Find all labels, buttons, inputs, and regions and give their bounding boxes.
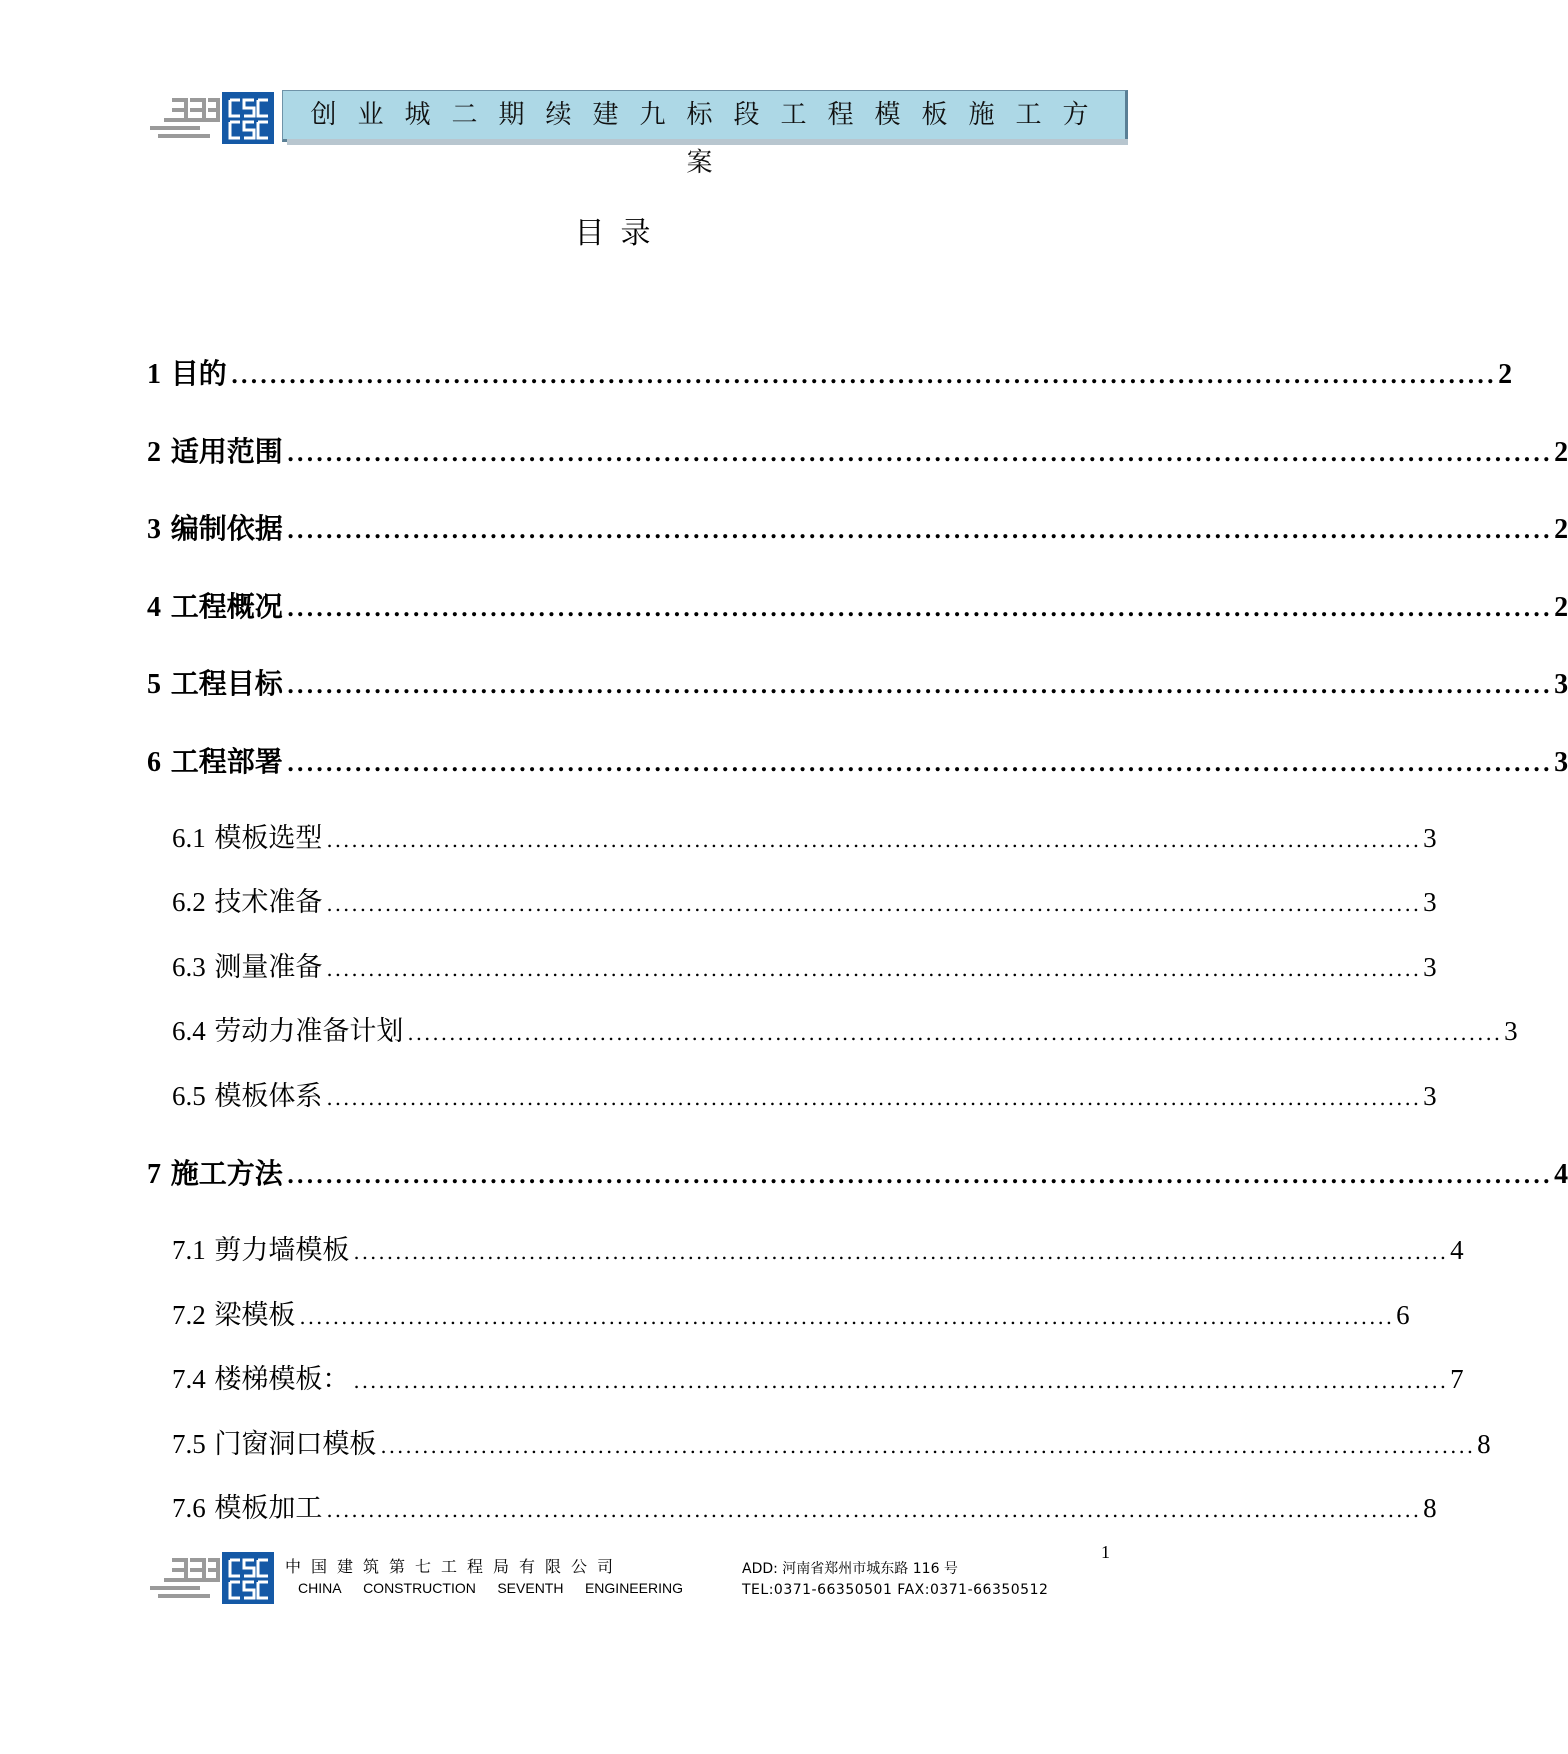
toc-page-number: 2: [1554, 437, 1568, 468]
company-tel-fax: TEL:0371-66350501 FAX:0371-66350512: [742, 1582, 1049, 1598]
toc-leader: ...................................................................................................................................: [326, 892, 1422, 916]
page-number: 1: [1101, 1542, 1110, 1562]
toc-entry-6-2[interactable]: 6.2 技术准备 ................................................................................................................................... 3: [172, 887, 1437, 918]
toc-page-number: 2: [1554, 514, 1568, 545]
toc-page-number: 4: [1554, 1159, 1568, 1190]
toc-page-number: 2: [1554, 592, 1568, 623]
toc-leader: ...................................................................................................................................: [353, 1240, 1449, 1264]
toc-page-number: 3: [1423, 1081, 1437, 1111]
toc-page-number: 3: [1423, 952, 1437, 982]
toc-leader: ...................................................................................................................................: [286, 751, 1553, 777]
toc-title: 目录: [574, 216, 667, 251]
toc-entry-6[interactable]: 6 工程部署 ................................................................................................................................... 3: [147, 745, 1568, 778]
toc-entry-6-3[interactable]: 6.3 测量准备 ................................................................................................................................... 3: [172, 952, 1437, 983]
company-name-en: CHINA CONSTRUCTION SEVENTH ENGINEERING: [298, 1580, 683, 1596]
toc-page-number: 6: [1396, 1300, 1410, 1330]
cscec-logo-icon: [150, 1552, 276, 1606]
toc-entry-3[interactable]: 3 编制依据 ................................................................................................................................... 2: [147, 512, 1568, 545]
toc-leader: ...................................................................................................................................: [380, 1434, 1476, 1458]
company-address: ADD: 河南省郑州市城东路 116 号: [742, 1561, 958, 1577]
toc-entry-7-6[interactable]: 7.6 模板加工 ................................................................................................................................... 8: [172, 1493, 1437, 1524]
toc-page-number: 2: [1498, 359, 1513, 390]
toc-page-number: 3: [1423, 887, 1437, 917]
toc-entry-5[interactable]: 5 工程目标 ................................................................................................................................... 3: [147, 667, 1568, 700]
toc-leader: ...................................................................................................................................: [326, 828, 1422, 852]
toc-entry-7-5[interactable]: 7.5 门窗洞口模板 ................................................................................................................................... 8: [172, 1429, 1491, 1460]
toc-page-number: 8: [1423, 1493, 1437, 1523]
toc-page-number: 3: [1423, 823, 1437, 853]
toc-entry-7-4[interactable]: 7.4 楼梯模板： ................................................................................................................................... 7: [172, 1364, 1464, 1395]
toc-entry-7-2[interactable]: 7.2 梁模板 ................................................................................................................................... 6: [172, 1300, 1410, 1331]
toc-leader: ...................................................................................................................................: [286, 441, 1553, 467]
table-of-contents: [147, 0, 1568, 1754]
toc-leader: ...................................................................................................................................: [286, 1163, 1553, 1189]
toc-page-number: 4: [1450, 1235, 1464, 1265]
toc-page-number: 3: [1554, 747, 1568, 778]
toc-leader: ...................................................................................................................................: [326, 1498, 1422, 1522]
toc-entry-4[interactable]: 4 工程概况 ................................................................................................................................... 2: [147, 590, 1568, 623]
toc-leader: ...................................................................................................................................: [326, 957, 1422, 981]
toc-leader: ...................................................................................................................................: [407, 1021, 1503, 1045]
toc-leader: ...................................................................................................................................: [353, 1369, 1449, 1393]
toc-leader: ...................................................................................................................................: [286, 518, 1553, 544]
toc-page-number: 7: [1450, 1364, 1464, 1394]
toc-leader: ...................................................................................................................................: [286, 673, 1553, 699]
document-title: 创业城二期续建九标段工程模板施工方案: [310, 100, 1110, 178]
toc-entry-1[interactable]: 1 目的 ................................................................................................................................... 2: [147, 357, 1513, 390]
toc-entry-7-1[interactable]: 7.1 剪力墙模板 ................................................................................................................................... 4: [172, 1235, 1464, 1266]
toc-entry-7[interactable]: 7 施工方法 ................................................................................................................................... 4: [147, 1157, 1568, 1190]
toc-page-number: 3: [1504, 1016, 1518, 1046]
toc-entry-6-5[interactable]: 6.5 模板体系 ................................................................................................................................... 3: [172, 1081, 1437, 1112]
toc-leader: ...................................................................................................................................: [230, 363, 1497, 389]
toc-page-number: 8: [1477, 1429, 1491, 1459]
toc-leader: ...................................................................................................................................: [326, 1086, 1422, 1110]
toc-leader: ...................................................................................................................................: [299, 1305, 1395, 1329]
toc-entry-6-4[interactable]: 6.4 劳动力准备计划 ................................................................................................................................... 3: [172, 1016, 1518, 1047]
company-name-cn: 中国建筑第七工程局有限公司: [285, 1557, 624, 1576]
toc-entry-2[interactable]: 2 适用范围 ................................................................................................................................... 2: [147, 435, 1568, 468]
toc-page-number: 3: [1554, 669, 1568, 700]
toc-entry-6-1[interactable]: 6.1 模板选型 ................................................................................................................................... 3: [172, 823, 1437, 854]
toc-leader: ...................................................................................................................................: [286, 596, 1553, 622]
